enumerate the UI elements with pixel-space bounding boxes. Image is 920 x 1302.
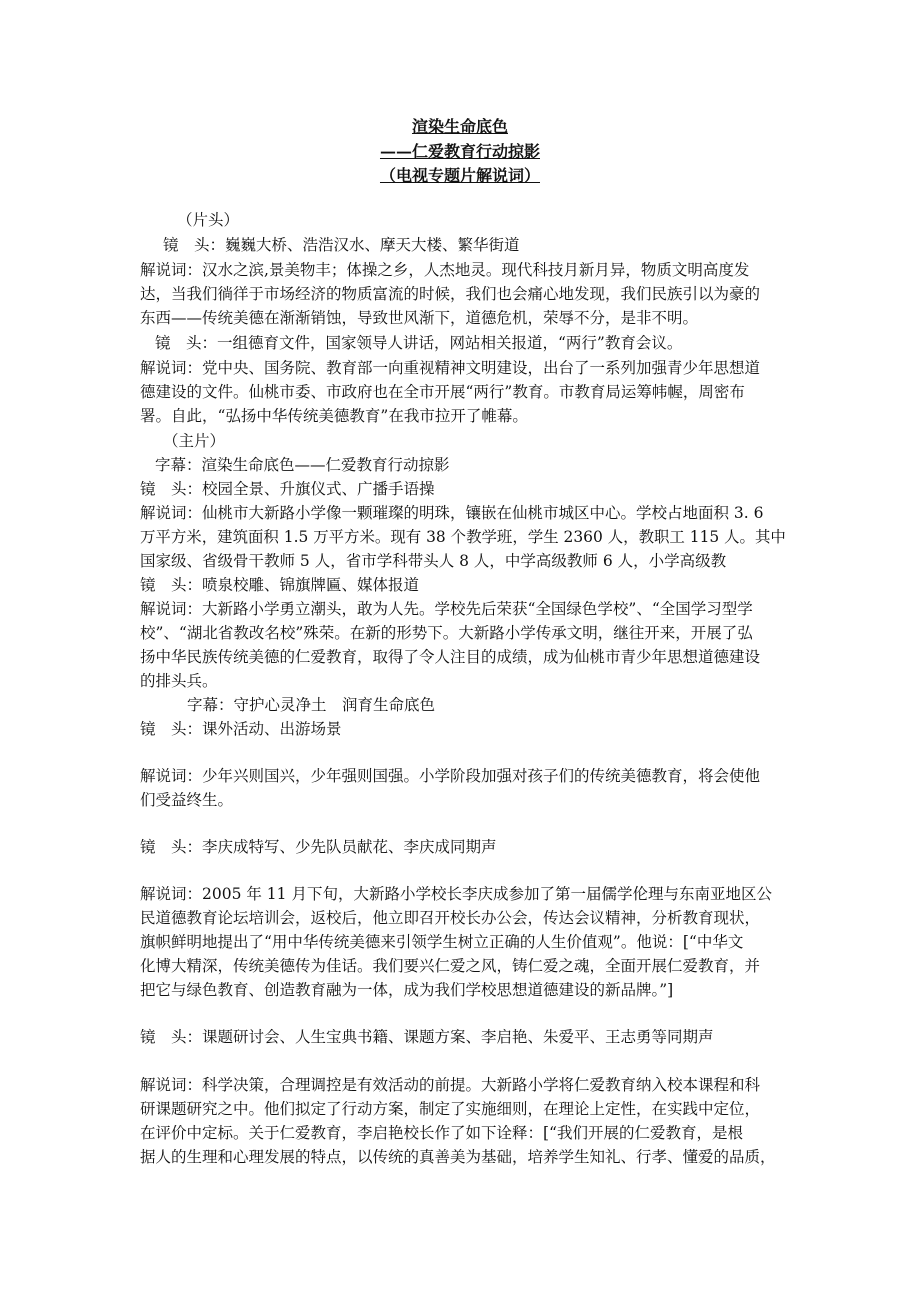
narration-line: 民道德教育论坛培训会，返校后，他立即召开校长办公会，传达会议精神，分析教育现状， bbox=[140, 909, 761, 927]
narration-line: 把它与绿色教育、创造教育融为一体，成为我们学校思想道德建设的新品牌。”] bbox=[140, 981, 674, 999]
narration-line: 达，当我们徜徉于市场经济的物质富流的时候，我们也会痛心地发现，我们民族引以为豪的 bbox=[140, 285, 761, 303]
narration-line: 校”、“湖北省教改名校”殊荣。在新的形势下。大新路小学传承文明，继往开来，开展了弘 bbox=[140, 624, 753, 642]
document-subtitle-note: （电视专题片解说词） bbox=[379, 166, 540, 185]
document-title: 渲染生命底色 bbox=[411, 117, 508, 136]
shot-line: 镜 头：巍巍大桥、浩浩汉水、摩天大楼、繁华街道 bbox=[163, 236, 520, 254]
shot-line: 镜 头：李庆成特写、少先队员献花、李庆成同期声 bbox=[140, 838, 497, 856]
shot-line: 镜 头：课题研讨会、人生宝典书籍、课题方案、李启艳、朱爱平、王志勇等同期声 bbox=[140, 1028, 714, 1046]
narration-line: 解说词：仙桃市大新路小学像一颗璀璨的明珠，镶嵌在仙桃市城区中心。学校占地面积 3. 6 bbox=[140, 504, 764, 522]
narration-line: 扬中华民族传统美德的仁爱教育，取得了令人注目的成绩，成为仙桃市青少年思想道德建设 bbox=[140, 648, 761, 666]
narration-line: 德建设的文件。仙桃市委、市政府也在全市开展“两行”教育。市教育局运筹帏幄，周密布 bbox=[140, 383, 745, 401]
narration-line: 东西——传统美德在渐渐销蚀，导致世风渐下，道德危机，荣辱不分，是非不明。 bbox=[140, 309, 699, 327]
narration-line: 旗帜鲜明地提出了“用中华传统美德来引领学生树立正确的人生价值观”。他说：[“中华文 bbox=[140, 933, 744, 951]
caption-line: 字幕：渲染生命底色——仁爱教育行动掠影 bbox=[155, 456, 450, 474]
narration-line: 解说词：大新路小学勇立潮头，敢为人先。学校先后荣获“全国绿色学校”、“全国学习型学 bbox=[140, 600, 753, 618]
narration-line: 们受益终生。 bbox=[140, 791, 234, 809]
narration-line: 解说词：2005 年 11 月下旬，大新路小学校长李庆成参加了第一届儒学伦理与东南亚地区公 bbox=[140, 885, 772, 903]
shot-line: 镜 头：喷泉校雕、锦旗牌匾、媒体报道 bbox=[140, 576, 420, 594]
narration-line: 署。自此，“弘扬中华传统美德教育”在我市拉开了帷幕。 bbox=[140, 407, 528, 425]
narration-line: 万平方米，建筑面积 1.5 万平方米。现有 38 个教学班，学生 2360 人，教职工 115 人。其中 bbox=[140, 528, 786, 546]
section-label: （片头） bbox=[177, 211, 240, 229]
document-subtitle: ——仁爱教育行动掠影 bbox=[379, 142, 540, 161]
narration-line: 的排头兵。 bbox=[140, 672, 218, 690]
narration-line: 解说词：科学决策，合理调控是有效活动的前提。大新路小学将仁爱教育纳入校本课程和科 bbox=[140, 1076, 761, 1094]
narration-line: 据人的生理和心理发展的特点，以传统的真善美为基础，培养学生知礼、行孝、懂爱的品质， bbox=[140, 1148, 776, 1166]
narration-line: 化博大精深，传统美德传为佳话。我们要兴仁爱之风，铸仁爱之魂，全面开展仁爱教育，并 bbox=[140, 957, 761, 975]
narration-line: 国家级、省级骨干教师 5 人，省市学科带头人 8 人，中学高级教师 6 人，小学高级教 bbox=[140, 552, 727, 570]
narration-line: 在评价中定标。关于仁爱教育，李启艳校长作了如下诠释：[“我们开展的仁爱教育，是根 bbox=[140, 1124, 743, 1142]
caption-line: 字幕：守护心灵净土 润育生命底色 bbox=[187, 696, 436, 714]
narration-line: 研课题研究之中。他们拟定了行动方案，制定了实施细则，在理论上定性，在实践中定位， bbox=[140, 1100, 761, 1118]
narration-line: 解说词：少年兴则国兴，少年强则国强。小学阶段加强对孩子们的传统美德教育，将会使他 bbox=[140, 767, 761, 785]
narration-line: 解说词：党中央、国务院、教育部一向重视精神文明建设，出台了一系列加强青少年思想道 bbox=[140, 359, 761, 377]
shot-line: 镜 头：一组德育文件，国家领导人讲话，网站相关报道，“两行”教育会议。 bbox=[155, 334, 683, 352]
section-label: （主片） bbox=[163, 432, 226, 450]
narration-line: 解说词：汉水之滨,景美物丰；体操之乡，人杰地灵。现代科技月新月异，物质文明高度发 bbox=[140, 261, 750, 279]
shot-line: 镜 头：课外活动、出游场景 bbox=[140, 720, 342, 738]
shot-line: 镜 头：校园全景、升旗仪式、广播手语操 bbox=[140, 480, 435, 498]
